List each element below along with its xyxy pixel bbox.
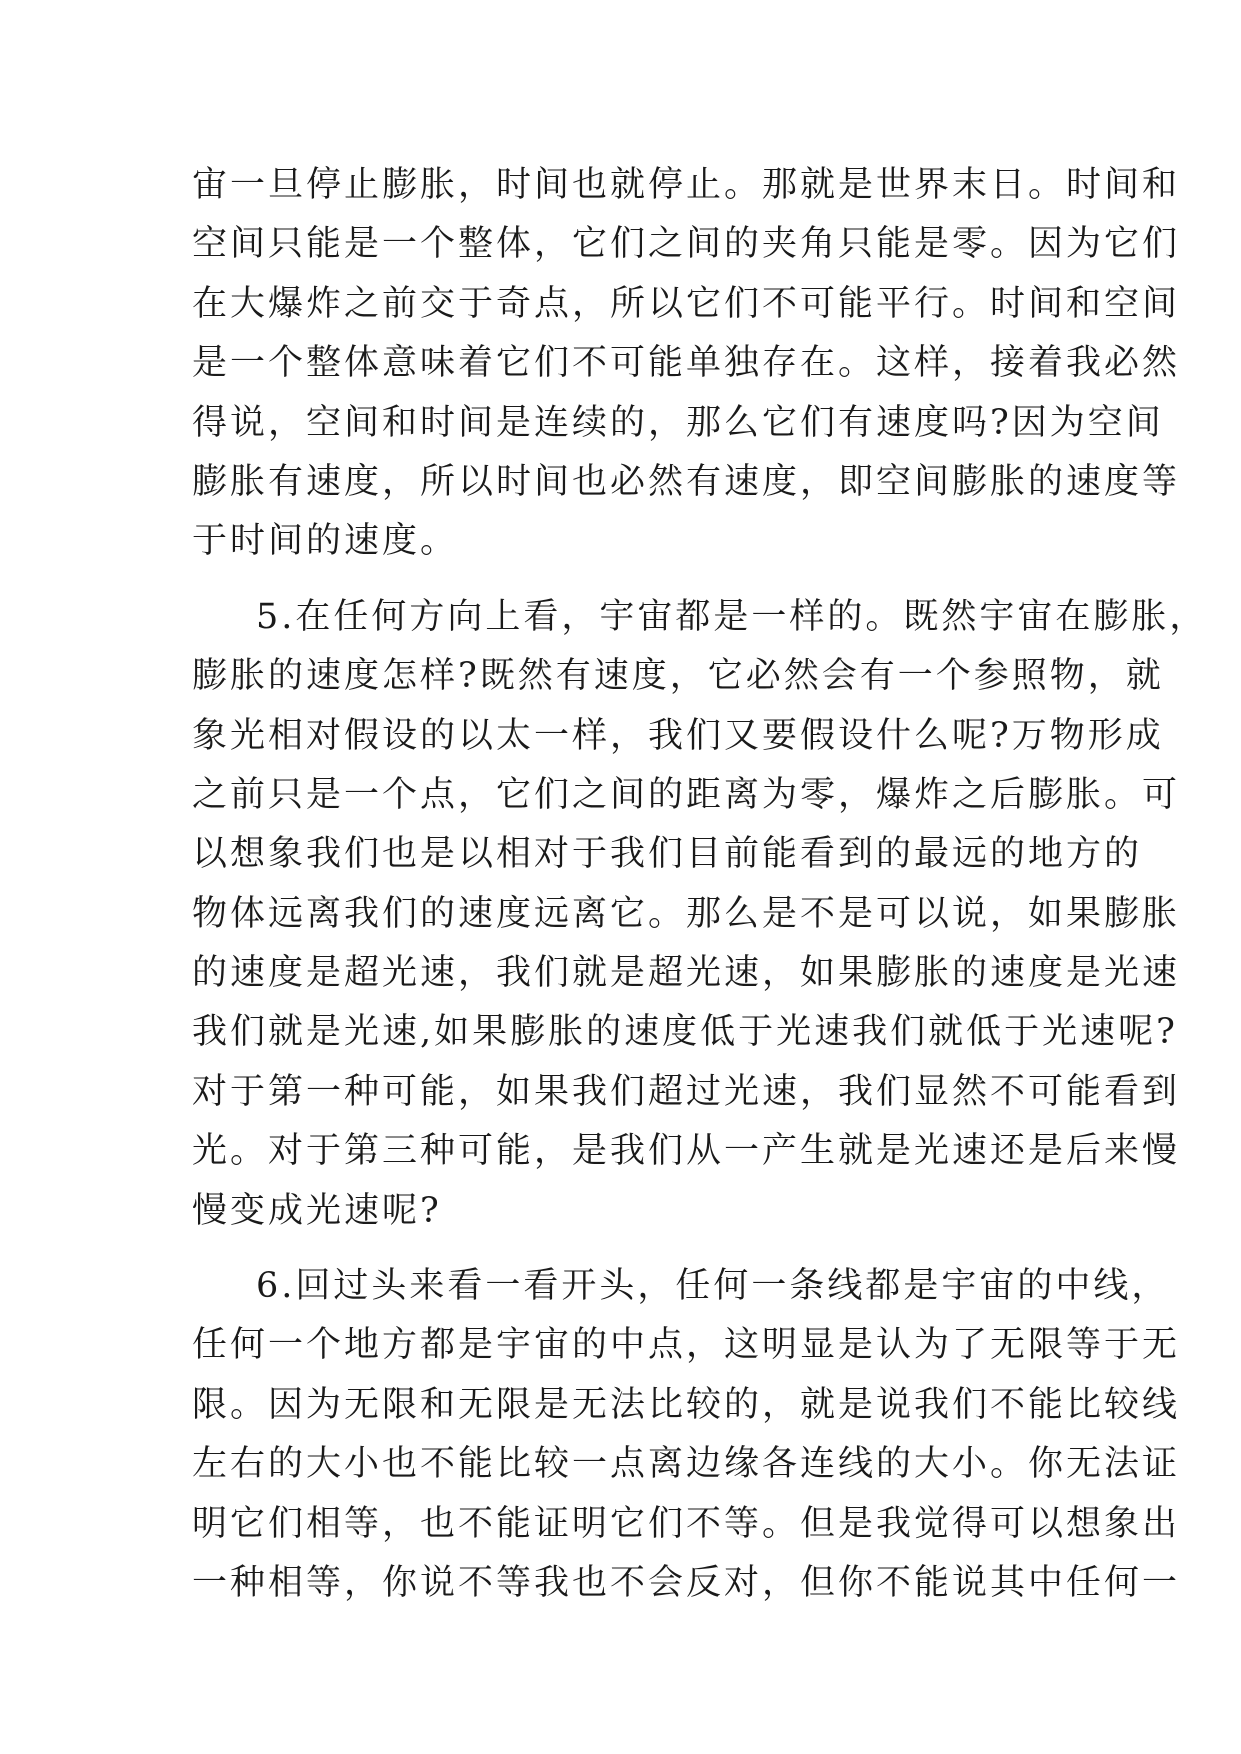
document-body [192,156,1208,1613]
text-line: 的速度是超光速，我们就是超光速，如果膨胀的速度是光速 [192,953,1181,994]
text-line: 物体远离我们的速度远离它。那么是不是可以说，如果膨胀 [192,893,1181,934]
text-line: 膨胀有速度，所以时间也必然有速度，即空间膨胀的速度等 [192,461,1181,502]
text-line: 以想象我们也是以相对于我们目前能看到的最远的地方的 [192,834,1143,875]
paragraph-6 [192,1257,1181,1613]
text-line: 得说，空间和时间是连续的，那么它们有速度吗?因为空间 [192,402,1164,443]
text-line: 光。对于第三种可能，是我们从一产生就是光速还是后来慢 [192,1131,1181,1172]
paragraph-spacer [192,572,1062,588]
text-line: 在大爆炸之前交于奇点，所以它们不可能平行。时间和空间 [192,283,1181,324]
text-line-first: 6.回过头来看一看开头，任何一条线都是宇宙的中线， [256,1266,1170,1307]
text-line: 明它们相等，也不能证明它们不等。但是我觉得可以想象出 [192,1503,1181,1544]
text-line-first: 5.在任何方向上看，宇宙都是一样的。既然宇宙在膨胀， [256,596,1208,637]
text-line: 象光相对假设的以太一样，我们又要假设什么呢?万物形成 [192,715,1164,756]
paragraph-4-continued [192,156,1181,572]
text-line: 之前只是一个点，它们之间的距离为零，爆炸之后膨胀。可 [192,774,1181,815]
text-line: 一种相等，你说不等我也不会反对，但你不能说其中任何一 [192,1562,1181,1603]
text-line: 慢变成光速呢? [192,1190,442,1231]
paragraph-spacer [192,1241,1062,1257]
paragraph-5 [192,588,1208,1241]
text-line: 限。因为无限和无限是无法比较的，就是说我们不能比较线 [192,1384,1181,1425]
text-line: 我们就是光速,如果膨胀的速度低于光速我们就低于光速呢? [192,1012,1178,1053]
text-line: 空间只能是一个整体，它们之间的夹角只能是零。因为它们 [192,224,1181,265]
text-line: 宙一旦停止膨胀，时间也就停止。那就是世界末日。时间和 [192,165,1181,205]
text-line: 对于第一种可能，如果我们超过光速，我们显然不可能看到 [192,1071,1181,1112]
text-line: 膨胀的速度怎样?既然有速度，它必然会有一个参照物，就 [192,656,1164,697]
text-line: 任何一个地方都是宇宙的中点，这明显是认为了无限等于无 [192,1325,1181,1366]
text-line: 是一个整体意味着它们不可能单独存在。这样，接着我必然 [192,343,1181,384]
text-line: 于时间的速度。 [192,521,459,562]
text-line: 左右的大小也不能比较一点离边缘各连线的大小。你无法证 [192,1444,1181,1485]
